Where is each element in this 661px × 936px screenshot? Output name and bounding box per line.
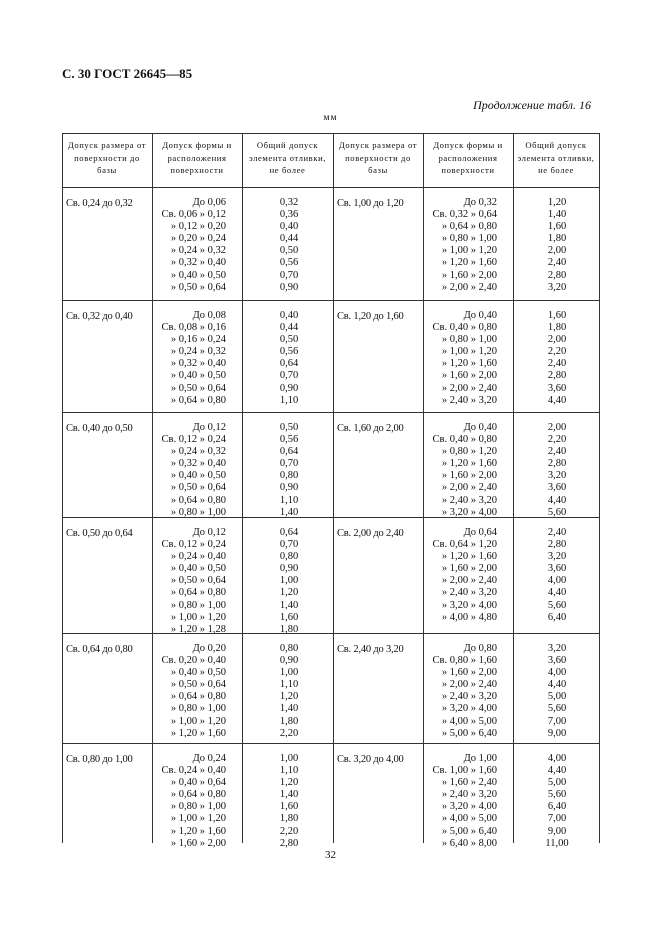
row-separator	[62, 412, 599, 413]
general-tolerance-line: 4,40	[547, 394, 567, 406]
form-tolerance-line: » 0,40 » 0,50	[170, 667, 226, 679]
form-tolerance-line: Св. 0,40 » 0,80	[432, 434, 497, 446]
general-tolerance-line: 0,80	[279, 643, 299, 654]
table-row-group	[62, 745, 599, 849]
form-tolerance-line: » 0,80 » 1,00	[170, 506, 226, 518]
general-tolerance-line: 2,20	[279, 727, 299, 739]
general-tolerance-cell	[244, 527, 334, 636]
column-header: Общий допуск элемента отливки, не более	[248, 140, 327, 175]
general-tolerance-line: 4,40	[547, 587, 567, 599]
general-tolerance-cell	[515, 310, 599, 407]
general-tolerance-line: 1,80	[547, 322, 567, 334]
general-tolerance-cell	[515, 527, 599, 624]
general-tolerance-line: 7,00	[547, 813, 567, 825]
form-tolerance-line: » 0,40 » 0,50	[170, 370, 226, 382]
general-tolerance-line: 1,00	[279, 667, 299, 679]
form-tolerance-line: » 0,32 » 0,40	[170, 257, 226, 269]
general-tolerance-cell	[244, 310, 334, 407]
general-tolerance-line: 0,36	[279, 209, 299, 221]
general-tolerance-line: 1,10	[279, 765, 299, 777]
form-tolerance-cell	[425, 422, 497, 519]
general-tolerance-line: 0,56	[279, 257, 299, 269]
form-tolerance-line: » 4,00 » 5,00	[441, 813, 497, 825]
form-tolerance-line: » 0,50 » 0,64	[170, 679, 226, 691]
table-row-group	[62, 302, 599, 414]
general-tolerance-line: 0,90	[279, 563, 299, 575]
form-tolerance-cell	[154, 310, 226, 407]
general-tolerance-line: 0,70	[279, 269, 299, 281]
general-tolerance-line: 0,64	[279, 527, 299, 538]
general-tolerance-line: 1,80	[279, 813, 299, 825]
general-tolerance-line: 0,50	[279, 334, 299, 346]
header-rule	[62, 187, 599, 188]
general-tolerance-line: 1,20	[279, 777, 299, 789]
form-tolerance-line: » 0,40 » 0,50	[170, 470, 226, 482]
form-tolerance-line: » 1,20 » 1,28	[170, 623, 226, 635]
general-tolerance-line: 6,40	[547, 801, 567, 813]
general-tolerance-line: 0,70	[279, 370, 299, 382]
general-tolerance-line: 4,00	[547, 753, 567, 764]
form-tolerance-line: » 1,00 » 1,20	[441, 245, 497, 257]
form-tolerance-line: » 1,60 » 2,00	[441, 563, 497, 575]
form-tolerance-line: До 1,00	[463, 753, 497, 764]
general-tolerance-line: 5,60	[547, 703, 567, 715]
general-tolerance-line: 1,60	[279, 801, 299, 813]
general-tolerance-line: 3,60	[547, 563, 567, 575]
form-tolerance-line: » 2,00 » 2,40	[441, 679, 497, 691]
general-tolerance-line: 3,60	[547, 655, 567, 667]
general-tolerance-line: 0,80	[279, 551, 299, 563]
size-tolerance-cell: Св. 2,40 до 3,20	[337, 644, 404, 655]
form-tolerance-line: » 1,00 » 1,20	[170, 715, 226, 727]
form-tolerance-line: » 0,64 » 0,80	[170, 587, 226, 599]
form-tolerance-line: » 0,80 » 1,00	[170, 599, 226, 611]
general-tolerance-line: 1,60	[547, 310, 567, 321]
form-tolerance-cell	[154, 197, 226, 294]
general-tolerance-cell	[244, 197, 334, 294]
form-tolerance-line: До 0,12	[192, 422, 226, 433]
general-tolerance-line: 1,40	[547, 209, 567, 221]
form-tolerance-line: До 0,40	[463, 422, 497, 433]
table-top-rule	[62, 133, 599, 134]
form-tolerance-line: Св. 0,12 » 0,24	[161, 539, 226, 551]
general-tolerance-line: 0,50	[279, 422, 299, 433]
general-tolerance-line: 1,60	[279, 611, 299, 623]
general-tolerance-line: 1,00	[279, 753, 299, 764]
general-tolerance-line: 0,90	[279, 482, 299, 494]
form-tolerance-line: » 4,00 » 5,00	[441, 715, 497, 727]
general-tolerance-line: 2,80	[547, 458, 567, 470]
general-tolerance-line: 0,64	[279, 446, 299, 458]
general-tolerance-line: 2,40	[547, 358, 567, 370]
general-tolerance-line: 1,10	[279, 494, 299, 506]
row-separator	[62, 517, 599, 518]
general-tolerance-line: 4,00	[547, 667, 567, 679]
form-tolerance-line: » 0,80 » 1,00	[170, 703, 226, 715]
general-tolerance-line: 0,70	[279, 539, 299, 551]
general-tolerance-line: 9,00	[547, 727, 567, 739]
form-tolerance-line: » 0,20 » 0,24	[170, 233, 226, 245]
size-tolerance-cell: Св. 0,32 до 0,40	[66, 311, 133, 322]
general-tolerance-line: 5,00	[547, 691, 567, 703]
form-tolerance-line: До 0,32	[463, 197, 497, 208]
form-tolerance-line: » 2,40 » 3,20	[441, 691, 497, 703]
form-tolerance-line: » 0,16 » 0,24	[170, 334, 226, 346]
general-tolerance-line: 1,80	[279, 623, 299, 635]
form-tolerance-line: » 3,20 » 4,00	[441, 703, 497, 715]
general-tolerance-cell	[244, 643, 334, 740]
page-header: С. 30 ГОСТ 26645—85	[62, 66, 193, 81]
form-tolerance-line: » 2,00 » 2,40	[441, 482, 497, 494]
form-tolerance-line: До 0,64	[463, 527, 497, 538]
general-tolerance-line: 1,10	[279, 679, 299, 691]
general-tolerance-line: 1,40	[279, 789, 299, 801]
form-tolerance-line: Св. 1,00 » 1,60	[432, 765, 497, 777]
form-tolerance-line: До 0,40	[463, 310, 497, 321]
general-tolerance-cell	[515, 197, 599, 294]
form-tolerance-line: » 0,24 » 0,32	[170, 346, 226, 358]
form-tolerance-line: » 1,60 » 2,00	[441, 269, 497, 281]
general-tolerance-line: 3,20	[547, 470, 567, 482]
general-tolerance-line: 3,60	[547, 482, 567, 494]
table-row-group	[62, 189, 599, 302]
form-tolerance-line: Св. 0,80 » 1,60	[432, 655, 497, 667]
general-tolerance-line: 1,20	[279, 691, 299, 703]
general-tolerance-line: 1,40	[279, 599, 299, 611]
tolerance-table	[62, 133, 599, 849]
size-tolerance-cell: Св. 0,64 до 0,80	[66, 644, 133, 655]
size-tolerance-cell: Св. 3,20 до 4,00	[337, 754, 404, 765]
general-tolerance-line: 0,90	[279, 655, 299, 667]
column-header: Допуск размера от поверхности до базы	[338, 140, 418, 175]
general-tolerance-line: 1,20	[547, 197, 567, 208]
form-tolerance-line: » 4,00 » 4,80	[441, 611, 497, 623]
form-tolerance-line: » 0,50 » 0,64	[170, 575, 226, 587]
size-tolerance-cell: Св. 1,00 до 1,20	[337, 198, 404, 209]
general-tolerance-line: 1,40	[279, 703, 299, 715]
form-tolerance-line: Св. 0,08 » 0,16	[161, 322, 226, 334]
general-tolerance-line: 11,00	[545, 837, 569, 849]
form-tolerance-line: » 0,64 » 0,80	[170, 691, 226, 703]
form-tolerance-line: » 0,24 » 0,32	[170, 245, 226, 257]
table-row-group	[62, 414, 599, 519]
form-tolerance-line: » 0,12 » 0,20	[170, 221, 226, 233]
form-tolerance-line: Св. 0,64 » 1,20	[432, 539, 497, 551]
form-tolerance-line: » 0,80 » 1,00	[441, 233, 497, 245]
form-tolerance-cell	[154, 422, 226, 519]
general-tolerance-line: 2,20	[547, 434, 567, 446]
size-tolerance-cell: Св. 2,00 до 2,40	[337, 528, 404, 539]
general-tolerance-line: 2,80	[547, 269, 567, 281]
general-tolerance-line: 2,00	[547, 422, 567, 433]
form-tolerance-cell	[425, 197, 497, 294]
form-tolerance-line: До 0,06	[192, 197, 226, 208]
form-tolerance-line: » 1,20 » 1,60	[170, 727, 226, 739]
size-tolerance-cell: Св. 0,80 до 1,00	[66, 754, 133, 765]
general-tolerance-line: 0,64	[279, 358, 299, 370]
form-tolerance-line: » 2,00 » 2,40	[441, 382, 497, 394]
general-tolerance-cell	[244, 753, 334, 850]
general-tolerance-line: 0,44	[279, 322, 299, 334]
general-tolerance-line: 2,20	[547, 346, 567, 358]
form-tolerance-line: » 1,60 » 2,00	[441, 667, 497, 679]
row-separator	[62, 743, 599, 744]
form-tolerance-line: » 0,40 » 0,50	[170, 269, 226, 281]
general-tolerance-cell	[515, 643, 599, 740]
form-tolerance-line: » 2,40 » 3,20	[441, 587, 497, 599]
row-separator	[62, 300, 599, 301]
general-tolerance-line: 5,60	[547, 599, 567, 611]
general-tolerance-line: 4,40	[547, 494, 567, 506]
form-tolerance-line: » 1,00 » 1,20	[170, 611, 226, 623]
form-tolerance-cell	[154, 527, 226, 636]
form-tolerance-line: » 1,00 » 1,20	[441, 346, 497, 358]
size-tolerance-cell: Св. 1,20 до 1,60	[337, 311, 404, 322]
general-tolerance-line: 3,20	[547, 551, 567, 563]
general-tolerance-line: 2,00	[547, 245, 567, 257]
table-continuation-label: Продолжение табл. 16	[473, 98, 591, 112]
form-tolerance-line: До 0,20	[192, 643, 226, 654]
form-tolerance-line: » 1,20 » 1,60	[441, 358, 497, 370]
form-tolerance-line: » 0,80 » 1,20	[441, 446, 497, 458]
form-tolerance-line: » 0,64 » 0,80	[441, 221, 497, 233]
form-tolerance-line: » 0,80 » 1,00	[441, 334, 497, 346]
general-tolerance-line: 1,20	[279, 587, 299, 599]
general-tolerance-line: 2,40	[547, 527, 567, 538]
column-header: Общий допуск элемента отливки, не более	[517, 140, 595, 175]
form-tolerance-line: » 1,60 » 2,00	[441, 470, 497, 482]
form-tolerance-line: » 0,64 » 0,80	[170, 789, 226, 801]
form-tolerance-cell	[425, 527, 497, 624]
column-header: Допуск формы и расположения поверхности	[162, 140, 232, 175]
general-tolerance-line: 0,70	[279, 458, 299, 470]
form-tolerance-line: Св. 0,20 » 0,40	[161, 655, 226, 667]
table-row-group	[62, 635, 599, 745]
general-tolerance-line: 2,00	[547, 334, 567, 346]
general-tolerance-line: 1,00	[279, 575, 299, 587]
form-tolerance-line: Св. 0,24 » 0,40	[161, 765, 226, 777]
general-tolerance-line: 2,80	[547, 370, 567, 382]
general-tolerance-line: 2,80	[547, 539, 567, 551]
form-tolerance-line: » 2,40 » 3,20	[441, 394, 497, 406]
general-tolerance-line: 1,10	[279, 394, 299, 406]
general-tolerance-line: 1,40	[279, 506, 299, 518]
general-tolerance-line: 3,20	[547, 643, 567, 654]
general-tolerance-line: 0,90	[279, 281, 299, 293]
general-tolerance-line: 3,20	[547, 281, 567, 293]
general-tolerance-line: 2,80	[279, 837, 299, 849]
size-tolerance-cell: Св. 0,24 до 0,32	[66, 198, 133, 209]
form-tolerance-line: » 2,00 » 2,40	[441, 281, 497, 293]
form-tolerance-line: » 6,40 » 8,00	[441, 837, 497, 849]
general-tolerance-cell	[244, 422, 334, 519]
form-tolerance-line: » 1,20 » 1,60	[441, 458, 497, 470]
general-tolerance-line: 0,40	[279, 310, 299, 321]
form-tolerance-line: » 0,40 » 0,50	[170, 563, 226, 575]
form-tolerance-line: До 0,24	[192, 753, 226, 764]
general-tolerance-line: 0,50	[279, 245, 299, 257]
form-tolerance-line: » 0,64 » 0,80	[170, 394, 226, 406]
page-number: 32	[325, 849, 336, 861]
form-tolerance-line: » 0,50 » 0,64	[170, 281, 226, 293]
general-tolerance-line: 7,00	[547, 715, 567, 727]
form-tolerance-cell	[425, 643, 497, 740]
general-tolerance-line: 4,40	[547, 679, 567, 691]
general-tolerance-line: 3,60	[547, 382, 567, 394]
form-tolerance-line: » 2,40 » 3,20	[441, 494, 497, 506]
size-tolerance-cell: Св. 1,60 до 2,00	[337, 423, 404, 434]
general-tolerance-line: 0,44	[279, 233, 299, 245]
unit-label: мм	[323, 113, 338, 123]
form-tolerance-cell	[425, 753, 497, 850]
column-header: Допуск формы и расположения поверхности	[433, 140, 503, 175]
general-tolerance-line: 4,00	[547, 575, 567, 587]
general-tolerance-line: 0,90	[279, 382, 299, 394]
form-tolerance-line: » 0,50 » 0,64	[170, 382, 226, 394]
general-tolerance-line: 0,40	[279, 221, 299, 233]
general-tolerance-line: 2,20	[279, 825, 299, 837]
form-tolerance-line: » 0,80 » 1,00	[170, 801, 226, 813]
general-tolerance-line: 0,32	[279, 197, 299, 208]
form-tolerance-line: » 1,00 » 1,20	[170, 813, 226, 825]
form-tolerance-line: » 0,64 » 0,80	[170, 494, 226, 506]
general-tolerance-line: 0,56	[279, 346, 299, 358]
form-tolerance-line: До 0,12	[192, 527, 226, 538]
form-tolerance-line: Св. 0,06 » 0,12	[161, 209, 226, 221]
form-tolerance-line: Св. 0,12 » 0,24	[161, 434, 226, 446]
general-tolerance-line: 2,40	[547, 257, 567, 269]
form-tolerance-line: » 3,20 » 4,00	[441, 506, 497, 518]
col-divider	[599, 133, 600, 843]
general-tolerance-line: 0,80	[279, 470, 299, 482]
general-tolerance-line: 1,80	[279, 715, 299, 727]
form-tolerance-cell	[154, 753, 226, 850]
general-tolerance-line: 1,80	[547, 233, 567, 245]
general-tolerance-line: 0,56	[279, 434, 299, 446]
form-tolerance-line: » 0,40 » 0,64	[170, 777, 226, 789]
form-tolerance-cell	[425, 310, 497, 407]
general-tolerance-line: 1,60	[547, 221, 567, 233]
general-tolerance-line: 4,40	[547, 765, 567, 777]
general-tolerance-line: 9,00	[547, 825, 567, 837]
form-tolerance-line: » 1,20 » 1,60	[170, 825, 226, 837]
form-tolerance-line: » 5,00 » 6,40	[441, 825, 497, 837]
form-tolerance-line: Св. 0,40 » 0,80	[432, 322, 497, 334]
form-tolerance-line: » 5,00 » 6,40	[441, 727, 497, 739]
form-tolerance-line: » 2,00 » 2,40	[441, 575, 497, 587]
general-tolerance-cell	[515, 422, 599, 519]
form-tolerance-line: До 0,80	[463, 643, 497, 654]
form-tolerance-line: » 1,60 » 2,00	[441, 370, 497, 382]
form-tolerance-line: » 0,24 » 0,40	[170, 551, 226, 563]
form-tolerance-line: » 1,60 » 2,40	[441, 777, 497, 789]
table-row-group	[62, 519, 599, 635]
form-tolerance-line: » 1,20 » 1,60	[441, 551, 497, 563]
general-tolerance-line: 6,40	[547, 611, 567, 623]
form-tolerance-line: » 1,60 » 2,00	[170, 837, 226, 849]
form-tolerance-line: » 0,24 » 0,32	[170, 446, 226, 458]
general-tolerance-line: 5,00	[547, 777, 567, 789]
size-tolerance-cell: Св. 0,50 до 0,64	[66, 528, 133, 539]
form-tolerance-cell	[154, 643, 226, 740]
general-tolerance-line: 2,40	[547, 446, 567, 458]
form-tolerance-line: » 0,32 » 0,40	[170, 358, 226, 370]
form-tolerance-line: » 2,40 » 3,20	[441, 789, 497, 801]
form-tolerance-line: » 3,20 » 4,00	[441, 599, 497, 611]
general-tolerance-line: 5,60	[547, 506, 567, 518]
column-header: Допуск размера от поверхности до базы	[67, 140, 147, 175]
general-tolerance-cell	[515, 753, 599, 850]
form-tolerance-line: » 0,32 » 0,40	[170, 458, 226, 470]
row-separator	[62, 633, 599, 634]
form-tolerance-line: » 3,20 » 4,00	[441, 801, 497, 813]
size-tolerance-cell: Св. 0,40 до 0,50	[66, 423, 133, 434]
form-tolerance-line: » 1,20 » 1,60	[441, 257, 497, 269]
general-tolerance-line: 5,60	[547, 789, 567, 801]
form-tolerance-line: » 0,50 » 0,64	[170, 482, 226, 494]
form-tolerance-line: Св. 0,32 » 0,64	[432, 209, 497, 221]
form-tolerance-line: До 0,08	[192, 310, 226, 321]
